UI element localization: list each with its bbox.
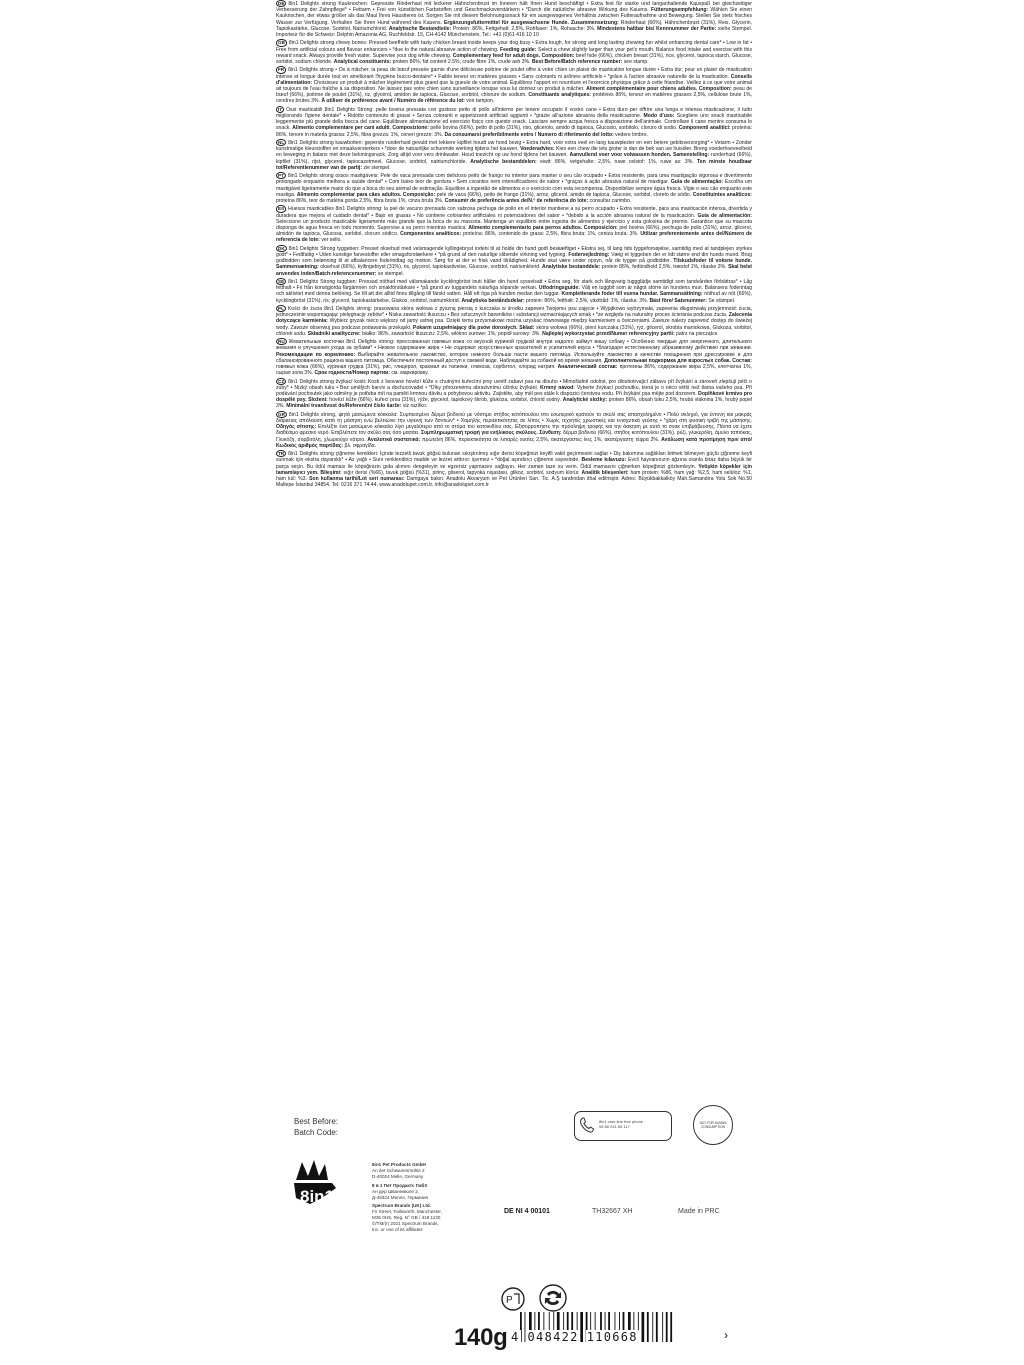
section-heading: Yetişkin köpekler için tamamlayıcı yem. Bileşimi: [276,463,752,476]
section-text: Choisissez un produit à mâcher légèrement plus grand que la gueule de votre animal. Équilibrez l'apport en nourriture et l'exercice physique grâce à cette friandise. Veillez à ce que votre animal ait toujours de l'eau fraîche à sa disposition. Ne laissez pas votre chien sans surveillance lorsque vous lui donnez un produit à mâcher. [276,79,752,93]
section-text: Ossi masticabili 8in1 Delights Strong: pelle bovina pressata con gustoso petto di pollo all'interno per tenere occupato il vostro cane • Extra duro per offrire una lunga e intensa masticazione, il tutto migliorando l'igiene dentale* • Ridotto contenuto di grassi • Senza coloranti e appetizzanti artificiali aggiunti • *grazie all'azione abrasiva della masticazione. [276,106,752,120]
section-text: pelle bovina (66%), petto di pollo (31%), riso, glicerolo, amido di tapioca, Glucosio, sorbitolo, cloruro di sodio. [430,125,678,132]
address-line: An der Schwanenmühle 2 [372,1167,425,1173]
section-text: proteína: 86%, contenido de grasa: 2,5%, fibra bruta: 1%, ceniza bruta: 3%. [463,231,639,238]
section-heading: Da consumarsi preferibilmente entro / Numero di riferimento del lotto: [444,131,614,138]
section-text: zie stempel. [363,164,391,171]
care-line-box [574,1111,672,1141]
section-heading: Ανάλωση κατά προτίμηση πριν από/Κωδικός αριθμός παρτίδας: [276,436,752,449]
lang-block-gb [276,39,752,65]
section-text: hovězí kůže (66%), kuřecí prsa (31%), rýže, glycerol, tapiokový škrob, glukóza, sorbitol, chlorid sodný. [329,397,562,404]
section-text: piel bovina (66%), pechuga de pollo (31%), arroz, glicerol, almidón de tapioca, Glucosa, sorbitol, cloruro sódico. [276,225,752,238]
section-heading: Complementary feed for adult dogs. Composition: [452,52,575,59]
section-heading: Aliment complémentaire pour chiens adultes. Composition: [586,86,732,93]
label-footer [276,1090,752,1365]
section-heading: Analytische bestanddelen: [470,158,537,165]
section-text: 8in1 Delights strong, ψητά μασώμενα κόκκαλα: Συμπιεσμένο δέρμα βοδινού με νόστιμο στήθος κοτόπουλου στο εσωτερικό κρατούν το σκυλί σας απασχολημένο • Πολύ σκληρό, για έντονη και μακράς διάρκειας απόλαυση κατά τη μάσηση ενώ βελτιώνει την υγιεινή των δοντιών* • Χαμηλής περιεκτικότητας σε λίπος • Χωρίς τεχνητές χρωστικές και ενισχυτικά γεύσης • *χάρη στη φυσική τριβή της μάσησης. [276,411,752,425]
address-line: M35 0HS, Reg. N° GB / 418 1130 [372,1215,441,1221]
section-text: oksehud (66%), kyllingebryst (31%), ris, glycerol, tapiokastivelse, Glucose, sorbitol, natriumklorid. [320,264,541,271]
section-text: skóra wołowa (66%), pierś kurczaka (31%), ryż, glicerol, skrobia maniokowa, Glukoza, sorbitol, chlorek sodu. [276,324,752,337]
made-in-label: Made in PRC [678,1208,720,1215]
phone-icon [580,1117,594,1133]
lang-code-badge: GR [278,411,285,417]
section-text: 8in1 Delights strong žvýkací kosti: Kosti z lisované hovězí kůže s chutnými kuřecími prsy uvnitř zabaví psa na dlouho • Mimořádně odolné, pro dlouhotrvající zábavu při žvýkání a zároveň zlepšují péči o zuby* • Nízký obsah tuku • Bez umělých barviv a dochucovadel • *Díky přirozenému abrazivnímu účinku žvýkání. [276,378,752,391]
section-text: protein 86%, fat content 2.5%, crude fibre 1%, crude ash 3%. [392,59,531,66]
address-block [372,1203,442,1233]
lang-code-badge: TR [278,451,285,457]
section-heading: Componenti analitici: [678,125,731,132]
section-text: Välj en tuggbit som är något större än hundens mun. Balansera foderintag och aktivitet med denna belöning. Se till att det alltid finns tillgång till färskt vatten. Håll ett öga på hunden medan den tuggar. [276,285,752,298]
section-text: pele de vaca (66%), peito de frango (31%), arroz, glicerol, amido de tapioca, Glucose, sorbitol, cloreto de sódio. [436,191,692,198]
section-heading: Utfodringsguide: [538,285,580,292]
best-before-label: Best Before: [294,1117,339,1126]
section-text: Escolha um mastigável ligeiramente maior do que a boca do seu animal de estimação. Equilibre a ingestão de alimentos e o exercício com esta recompensa. Disponibilize sempre água fresca. Vigie o seu cão enquanto este mastiga. [276,179,752,198]
lang-block-nl [276,139,752,171]
section-heading: Componentes analíticos: [400,231,462,238]
label-text-panel [276,0,752,1090]
section-text: Huesos masticables 8in1 Delights strong: la piel de vacuno prensada con sabrosa pechuga de pollo en el interior mantiene a su perro ocupado • Extra resistente, para una masticación intensa, divertida y duradera que mejora el cuidado dental* • Bajo en grasas • No contiene colorantes artificiales ni potenciadores del sabor • *debido a la acción abrasiva natural de la masticación. [276,206,752,219]
section-text: voir tampon. [466,98,495,105]
section-heading: À utiliser de préférence avant / Numéro de référence du lot: [321,98,465,105]
lang-block-dk [276,245,752,277]
section-heading: Analitik bileşenleri: [581,469,629,476]
address-block [372,1162,442,1180]
section-text: 8in1 Delights strong kauwbotten: geperste runderhuid gevuld met lekkere kipfilet houdt uw hond bezig • Extra hard, voor extra veel en lang kauwplezier en een betere gebitsverzorging* • Vetarm • Zonder kunstmatige kleurstoffen en smaakversterkers • *door de natuurlijke schurende werking tijdens het kauwen. [276,140,752,153]
section-heading: Alimento complementario para perros adultos. Composición: [468,225,618,232]
section-text: viz razítko. [402,403,428,410]
section-heading: Consumir de preferência antes de/N.º de referência do lote: [444,198,589,205]
section-text: Damgaya bakın. Anadolu Akvaryum ve Pet Ürünleri San. Tic. A.Ş tarafından ithal edilmiştir. Adres: Büyükbakkalköy Mah.Samandıra Yolu Sok No.50 Maltepe İstanbul 34854, Tel: 0216 371 74 44, www.anadolupet.com.tr, info@anadolupet.com.tr [276,476,752,489]
care-line-number: 06 88 241 65 117 [599,1124,630,1130]
section-heading: Fütterungsempfehlung: [650,7,709,14]
lang-block-es [276,205,752,243]
section-text: protein 86%, fedtindhold 2,5%, træstof 1%, råaske 3%. [602,264,727,271]
section-heading: Constituintes analíticos: [692,191,752,198]
lang-code-badge: NL [278,140,285,146]
section-text: Wählen Sie einen Kauknochen, der etwas größer als das Maul Ihres Haustieres ist. Sorgen Sie mit diesem Belohnungssnack für ein ausgewogenes Verhältnis zwischen Futteraufnahme und Bewegung. Stellen Sie stets frisches Wasser zur Verfügung. Verhalten Sie Ihren Hund während des Kauens. [276,7,752,26]
company-name: 8in1 Pet Products GmbH [372,1162,426,1167]
not-for-human-consumption-seal [693,1105,733,1145]
section-text: Wybierz gryzak nieco większy od jamy ustnej psa. Dzięki temu przysmakowi można uzyskać równowagę między karmieniem a ćwiczeniami. Zawsze należy zapewnić dostęp do świeżej wody. Zawsze obserwuj psa podczas podawania przekąski. [276,318,752,331]
section-heading: Alimento complementar para cães adultos. Composição: [296,191,436,198]
address-line: Д-49324 Мелле, Германия [372,1194,429,1200]
lang-code-badge: FR [278,67,285,73]
section-text: siehe Stempel. Importeur für die Schweiz: Delphin Amazonia AG, Ruchfeldstr. 15, CH-4142 Münchenstein, Tel.: +41 (0)61 416 10 10 [276,25,752,39]
section-text: see stamp. [623,59,649,66]
section-text: Vælg et tyggeben der er lidt større end din hunds mund. Brug godbidden som belønning til at afbalancere foderindtag og motion. Sørg for at der er frisk vand tilrådighed. Hunde skal være under opsyn, når de tygger på godbidder. [276,252,752,265]
pp-recycling-icon [500,1286,526,1312]
section-text: beef hide (66%), chicken breast (31%), rice, glycerol, tapioca starch, Glucose, sorbitol, sodium chloride. [276,52,752,66]
section-text: βλ. σφραγίδα. [344,442,377,449]
section-heading: Ten minste houdbaar tot/Referentienummer van de partij: [276,158,752,171]
section-heading: Analytiske bestanddele: [542,264,601,271]
lang-block-de [276,0,752,38]
section-text: 8in1 Delights strong chewy bones: Pressed beefhide with tasty chicken breast inside keeps your dog busy • Extra tough, for strong and long lasting chewing fun whilst enhancing dental care* • Low in fat • Free from artificial colours and flavour enhancers • *due to the natural abrasive action of chewing. [276,40,752,53]
section-heading: Ergänzungsfuttermittel für ausgewachsene Hunde. Zusammensetzung: [444,19,619,26]
net-weight: 140g [454,1324,508,1351]
section-text: Vyberte žvýkací pochoutku, která je o něco větší než tlama vašeho psa. Při podávání pochoutek jako odměny je potřeba mít na paměti krmnou dávku a pohybovou aktivitu. Zajistěte, aby měl pes stále k dispozici čerstvou vodu. Při žvýkání psa mějte pod dozorem. [276,384,752,398]
section-text: sığır derisi (%66), tavuk göğsü (%31), pirinç, gliserol, tapyoka nişastası, glikoz, sorbitol, sodyum klorür. [343,469,580,476]
section-text: Se stämpel. [708,297,736,304]
section-heading: Son kullanma tarihi/Lot seri numarası: [309,476,405,483]
section-text: Seleccione un producto masticable ligeramente más grande que la boca de su mascota. Mantenga un equilibrio entre ingesta de alimentos y ejercicio y esta golosina de premio. Garantice que su mascota disponga de agua fresca en todo momento. Supervise a su perro mientras mastica. [276,218,752,232]
section-text: 8in1 Delights strong ossos mastigáveis: Pele de vaca prensada com delicioso peito de frango no interior para manter o seu cão ocupado • Extra resistente, para uma mastigação vigorosa e divertimento prolongado enquanto melhora a saúde dental* • Com baixo teor de gordura • Sem corantes nem intensificadores de sabor • *graças à ação abrasiva natural de mastigar. [276,173,752,186]
section-text: 8in1 Delights Strong tyggeben: Presset oksehud med velsmagende kyllingebryst indeni til at holde din hund godt beskæftiget • Ekstra sej, til lang tids tyggefornøjelse, samtidig med at tandplejen styrkes godt* • Fedtfattig • Uden kunstige farvestoffer eller smagsforstærkere • *på grund af den naturlige slibende virkning ved tygning. [276,245,752,259]
section-text: 8in1 Delights strong • Os à mâcher: la peau de bœuf pressée garnie d'une délicieuse poitrine de poulet offre à votre chien un plaisir de mastication longue durée • Extra dur, pour un plaisir de mastication intense et longue durée tout en améliorant l'hygiène bucco-dentaire* • Faible teneur en matières grasses • Sans colorants ni arômes artificiels • *grâce à l'action abrasive naturelle de la mastication. [276,67,752,80]
section-text: Επιλέξτε ένα μασώμενο κόκκαλο λίγο μεγαλύτερο από το στόμα του κατοικιδίου σας. Εξισορροπήστε την πρόσληψη τροφής και την άσκηση με αυτό το σνακ επιβράβευσης. Πάντα να έχετε διαθέσιμο φρέσκο νερό. Επιβλέπετε τον σκύλο σας όσο μασάει. [276,424,752,437]
section-text: говяжья кожа (66%), куриная грудка (31%), рис, глицерол, крахмал из тапиоки, глюкоза, сорбитол, хлорид натрия. [276,364,556,371]
address-block [372,1183,442,1201]
lang-code-badge: DE [278,1,285,6]
address-line: ©/TM/(r) 2021 Spectrum Brands, [372,1221,439,1227]
section-heading: Doplňkové krmivo pro dospělé psy. Složení: [276,391,752,404]
best-before-area [294,1116,338,1138]
lang-code-badge: RU [278,339,285,345]
section-heading: Feeding guide: [500,46,537,53]
lang-block-gr [276,411,752,449]
lang-block-ru [276,338,752,376]
section-heading: Utilizar preferentemente antes del/Número de referencia de lote: [276,231,752,244]
section-heading: Najlepiej wykorzystać przed/Numer referencyjny partii: [542,330,675,337]
section-text: протеины 86%, содержание жира 2,5%, клетчатка 1%, сырая зола 3%. [276,364,752,377]
section-text: Выбирайте жевательное лакомство, которое немного больше пасти вашего питомца. Используйте лакомство в качестве поощрения при дрессировке и для сбалансированного рациона вашего питомца. Обеспечьте постоянный доступ к свежей воде. Наблюдайте за собакой во время жевания. [276,351,752,364]
section-text: Scegliere uno snack masticabile leggermente più grande della bocca del cane. Equilibrare alimentazione ed esercizio fisico con questo snack. Lasciare sempre acqua fresca a disposizione dell'animale. Controllare il cane mentre consuma lo snack. [276,113,752,132]
section-text: 8in1 Delights strong Kauknochen: Gepresste Rinderhaut mit leckerer Hähnchenbrust im Inneren hält Ihren Hund beschäftigt • Extra fest für starke und langanhaltende Kauspaß bei gleichzeitiger Verbesserung der Zahnpflege* • Fettarm • Frei von künstlichen Farbstoffen und Geschmacksverstärkern • *Durch die natürliche abrasive Wirkung des Kauens. [276,1,752,14]
section-text: vedere timbro. [615,131,648,138]
section-heading: Constituants analytiques: [528,92,591,99]
lang-block-cz [276,378,752,410]
section-text: proteína 86%, teor de matéria gorda 2,5%, fibra bruta 1%, cinza bruta 3%. [276,198,444,205]
barcode-digit-left: 048422 [527,1330,579,1344]
section-heading: Bäst före/ Satsnummer: [649,297,707,304]
section-text: ver sello. [321,237,342,244]
lang-code-badge: PT [278,173,284,179]
logo-text: 8in1 [300,1187,335,1206]
section-text: patrz na pieczątce. [676,330,719,337]
barcode-digit-right: 110668 [586,1330,638,1344]
lang-block-it [276,106,752,138]
address-line: Ан дер Шванемюле 2, [372,1188,420,1194]
section-text: proteina: 86%, tenore in materia grassa: 2,5%, fibra grezza: 1%, ceneri grezze: 3%. [276,125,752,138]
section-heading: Tilskudsfoder til voksne hunde. Sammensætning: [276,258,752,271]
lang-code-badge: CZ [278,378,285,384]
section-text: Evcil hayvanınızın ağzına oranla biraz daha büyük bir parça seçin. Bu ödül maması ile köpeğinizin gıda alımını dengeleyin ve egzersiz yapmasını sağlayın. Her zaman taze su verin. Ödül mamasını çiğnerken köpeğinizi gözlemleyin. [276,457,752,470]
section-text: см. маркировку. [391,370,429,377]
manufacturer-addresses [372,1162,442,1236]
section-heading: Aanvullend voer voor volwassen honden. Samenstelling: [569,152,710,159]
section-text: runderhuid (66%), kipfilet (31%), rijst, glycerol, tapiocazetmeel, Glucose, sorbitol, natriumchloride. [276,152,752,165]
section-heading: Mindestens haltbar bis/ Kennnummer der Partie: [597,25,717,32]
section-text: consultar carimbo. [589,198,632,205]
section-text: protein 86%, obsah tuku 2,5%, hrubá vláknina 1%, hrubý popel 3%. [276,397,752,410]
barcode-quiet-zone-mark: › [724,1328,728,1342]
section-text: protein: 86%, fetthalt: 2,5%, växttråd: 1%, råaska: 3%. [526,297,649,304]
seal-text: NOT FOR HUMAN CONSUMPTION [699,1120,727,1129]
section-heading: Analytische Bestandteile: [388,25,452,32]
company-name: 8 в 1 Пет Продактс ГмбХ [372,1182,428,1188]
lang-block-tr [276,450,752,488]
section-heading: Minimální trvanlivost do/Referenční číslo šarže: [286,403,402,410]
section-text: peau de bœuf (66%), poitrine de poulet (31%), riz, glycérol, amidon de tapioca, Glucose, sorbitol, chlorure de sodium. [276,86,752,99]
section-text: eiwit: 86%, vetgehalte: 2,5%, ruwe celstof: 1%, ruwe as: 3%. [540,158,694,165]
8in1-logo [292,1158,354,1213]
section-heading: Zalecenia dotyczące karmienia: [276,312,752,325]
section-text: Жевательные косточки 8in1 Delights strong: прессованная говяжья кожа со вкусной куриной грудкой внутри надолго займут вашу собаку • Особенно твердые для энергичного, длительного жевания и улучшения ухода за зубами* • Низкое содержание жира • Не содержат искусственных красителей и усилителей вкуса • *благодаря естественному абразивному действию при жевании. [276,339,752,352]
section-heading: Fodervejledning: [568,252,610,259]
section-heading: Krmný návod: [540,384,575,391]
section-heading: Οδηγός σίτισης: [276,424,317,431]
section-heading: Дополнительная подкормка для взрослых собак. Состав: [604,357,752,364]
section-heading: Analytiska beståndsdelar: [461,297,525,304]
section-text: Select a chew slightly larger than your pet's mouth. Balance food intake and exercise with this reward snack. Always provide fresh water. Supervise your dog while chewing. [276,46,752,59]
section-text: Protein: 86%, Fettgehalt: 2,5%, Rohfaser: 1%, Rohasche: 3%. [452,25,596,32]
section-heading: Αναλυτικά συστατικά: [367,436,421,443]
section-text: δέρμα βοδινού (66%), στήθος κοτόπουλου (31%), ρύζι, γλυκερόλη, άμυλο ταπιόκας, Γλυκόζη, σορβιτόλη, χλωριούχο νάτριο. [276,430,752,443]
lang-code-badge: IT [278,106,283,112]
address-line: Fir Street, Failsworth, Manchester, [372,1209,442,1215]
section-text: ham protein: %86, ham yağ: %2,5, ham selüloz: %1, ham kül: %3. [276,469,752,483]
section-text: se stempel. [377,270,404,277]
section-text: nöthud av nöt (66%), kycklingbröst (31%), ris, glycerol, tapiokastärkelse, Glukos, sorbitol, natriumklorid. [276,291,752,304]
section-heading: Best Before/Batch reference number: [531,59,623,66]
care-line-text [599,1119,643,1129]
section-text: 8in1 Delights strong çiğneme kemikleri: İçinde lezzetli tavuk göğsü bulunan sıkıştırılmış sığır derisi köpeğinizi keyifli vakit geçirmesini sağlar • Diş bakımına sağlıkları bitmek bilmeyen güçlü çiğneme keyfi sunmak için ekstra dayanıklı* • Az yağlı • Suni renklendirici madde ve lezzet arttırıcı içermez • *doğal aşındırıcı çiğneme sayesinde. [276,451,752,464]
lang-block-se [276,278,752,304]
care-line-title: 8in1 care line free phone [599,1119,644,1124]
lang-code-badge: PL [278,306,284,312]
section-heading: Kompletterande foder till vuxna hundar. Sammansättning: [561,291,703,298]
batch-code-label: Batch Code: [294,1128,339,1137]
de-approval-code: DE NI 4 00101 [504,1208,550,1215]
section-heading: Voederadvies: [520,146,555,153]
section-heading: Analytical constituents: [333,59,392,66]
section-heading: Аналитический состав: [557,364,618,371]
section-text: Rinderhaut (66%), Hähnchenbrust (31%), Reis, Glycerin, Tapiokastärke, Glucose, Sorbitol, Natriumchlorid. [276,19,752,32]
barcode-digits [510,1330,720,1344]
section-text: πρωτεΐνη 86%, περιεκτικότητα σε λιπαρές ουσίες 2,5%, ακατέργαστες ίνες 1%, ακατέργαστη τέφρα 3%. [422,436,660,443]
lang-block-pt [276,172,752,204]
address-line: D-40024 Melle, Germany [372,1173,424,1179]
section-heading: Conseils d'alimentation: [276,73,752,86]
lang-code-badge: GB [278,40,285,46]
section-text: 8in1 Delights Strong tuggben: Pressad nöthud med välsmakande kycklingbröst inuti håller din hund sysselsatt • Extra seg, för stark och långvarig tuggglädje samtidigt som tandvården förbättras* • Låg fetthalt • Fri från konstgjorda färgämnen och smakförstärkare • *på grund av tuggandets naturliga slipande verkan. [276,279,752,292]
section-text: białko: 86%, zawartość tłuszczu: 2,5%, włókno surowe: 1%, popiół surowy: 3%. [362,330,541,337]
lang-code-badge: DK [278,245,285,251]
section-heading: Pokarm uzupełniający dla psów dorosłych. Skład: [412,324,535,331]
product-code: TH32667 XH [592,1208,633,1215]
section-heading: Guia de alimentação: [670,179,724,186]
section-heading: Skal helst anvendes inden/Batch-referencenummer: [276,264,752,277]
lang-code-badge: SE [278,279,285,285]
section-heading: Besleme kılavuzu: [581,457,627,464]
lang-block-fr [276,66,752,104]
lang-block-pl [276,305,752,337]
address-line: Inc. or one of its affiliates [372,1227,423,1233]
svg-text:P: P [506,1295,513,1306]
section-heading: Рекомендации по кормлению: [276,351,356,358]
section-heading: Alimento complementare per cani adulti. Composizione: [292,125,429,132]
section-heading: Analytické složky: [562,397,608,404]
section-text: protéines 86%, teneur en matières grasses 2,5%, cellulose brute 1%, cendres brutes 3%. [276,92,752,105]
section-heading: Срок годности/Номер партии: [314,370,390,377]
company-name: Spectrum Brands (UK) Ltd. [372,1203,431,1209]
section-heading: Συμπληρωματική τροφή για ενήλικους σκύλους. Σύνθεση: [421,430,562,437]
section-heading: Guía de alimentación: [697,212,752,219]
section-heading: Modo d'uso: [643,113,675,120]
barcode-digit-prefix: 4 [511,1330,520,1344]
section-text: Kies een chew die iets groter is dan de bek van uw huisdier. Breng voederhoeveelheid en beweging in balans met deze beloningsnack. Zorg altijd voor vers drinkwater. Houd toezicht op uw hond tijdens het kauwen. [276,146,752,159]
section-text: Kości do żucia 8in1 Delights strong: prasowana skóra wołowa z pyszną piersią z kurczaka w środku zapewni Twojemu psu zajęcie • Wyjątkowo wytrzymała, zapewnia długotrwałą przyjemność żucia, jednocześnie wspomagając pielęgnację zębów* • Niska zawartość tłuszczu • Bez sztucznych barwników i substancji wzmacniających smak • *ze względu na naturalny proces ścierania podczas żucia. [276,306,752,319]
section-heading: Składniki analityczne: [307,330,361,337]
lang-code-badge: ES [278,206,285,212]
green-dot-icon [538,1283,568,1313]
